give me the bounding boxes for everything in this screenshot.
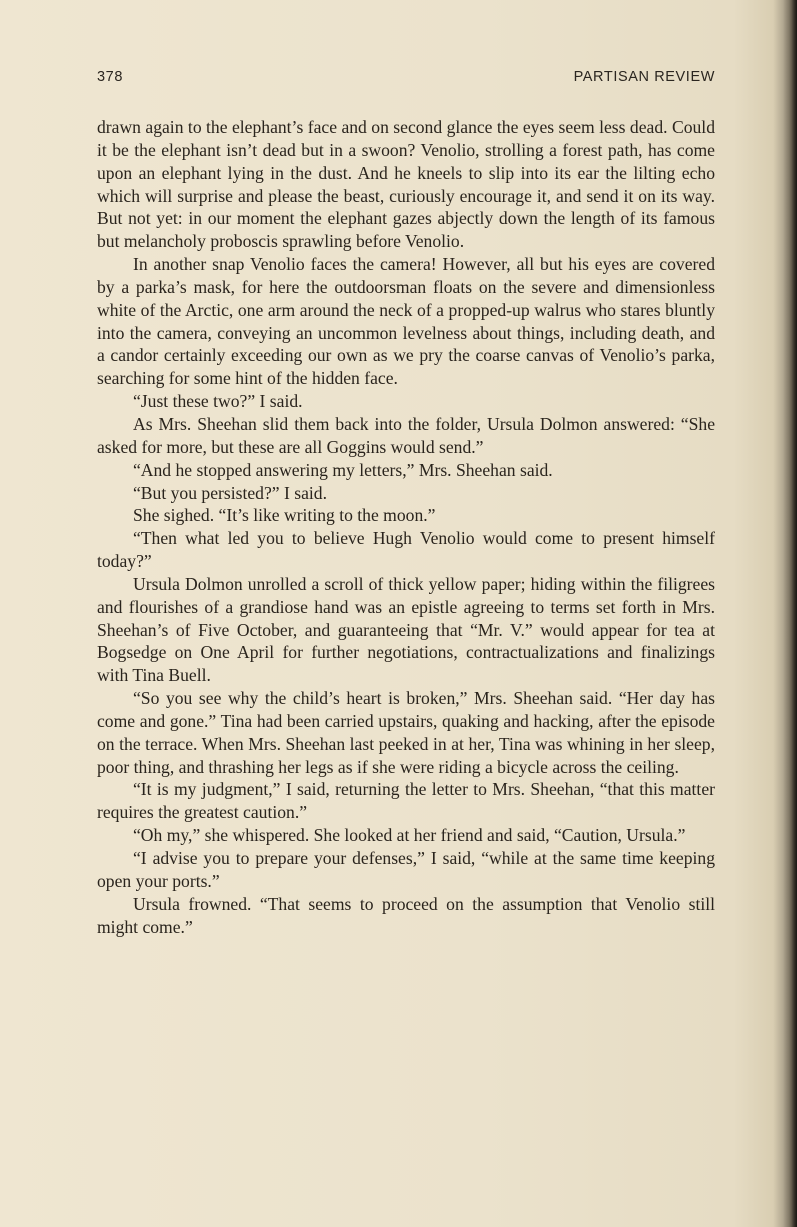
paragraph: “I advise you to prepare your defenses,” I said, “while at the same time keeping open your ports.” [97, 848, 715, 891]
paragraph: “Oh my,” she whispered. She looked at her friend and said, “Caution, Ursula.” [133, 825, 686, 846]
paragraph: “And he stopped answering my letters,” Mrs. Sheehan said. [133, 459, 553, 480]
paragraph: Ursula Dolmon unrolled a scroll of thick yellow paper; hiding within the filigrees and flourishes of a grandiose hand was an epistle agreeing to terms set forth in Mrs. Sheehan’s of Five October, and guaranteeing that “Mr. V.” would appear for tea at Bogsedge on One April for further negotiations, contractualizations and finalizings with Tina Buell. [97, 573, 715, 686]
page-number: 378 [97, 69, 123, 85]
paragraph: As Mrs. Sheehan slid them back into the folder, Ursula Dolmon answered: “She asked for more, but these are all Goggins would send.” [97, 413, 715, 457]
running-head: PARTISAN REVIEW [573, 69, 715, 85]
paragraph: “Just these two?” I said. [133, 391, 303, 412]
page-header [97, 69, 715, 91]
paragraph: “So you see why the child’s heart is broken,” Mrs. Sheehan said. “Her day has come and gone.” Tina had been carried upstairs, quaking and hacking, after the episode on the terrace. When Mrs. Sheehan last peeked in at her, Tina was whining in her sleep, poor thing, and thrashing her legs as if she were riding a bicycle across the ceiling. [97, 688, 715, 777]
paragraph: “It is my judgment,” I said, returning the letter to Mrs. Sheehan, “that this matter requires the greatest caution.” [97, 779, 715, 823]
paragraph: drawn again to the elephant’s face and on second glance the eyes seem less dead. Could it be the elephant isn’t dead but in a swoon? Venolio, strolling a forest path, has come upon an elephant lying in the dust. And he kneels to slip into its ear the lilting echo which will surprise and please the beast, curiously encourage it, and send it on its way. But not yet: in our moment the elephant gazes abjectly down the length of its famous but melancholy proboscis sprawling before Venolio. [97, 117, 715, 252]
body-text [97, 116, 715, 938]
paragraph: “Then what led you to believe Hugh Venolio would come to present himself today?” [97, 528, 715, 572]
paragraph: In another snap Venolio faces the camera! However, all but his eyes are covered by a parka’s mask, for here the outdoorsman floats on the severe and dimensionless white of the Arctic, one arm around the neck of a propped-up walrus who stares bluntly into the camera, conveying an uncommon levelness about things, including death, and a candor certainly exceeding our own as we pry the coarse canvas of Venolio’s parka, searching for some hint of the hidden face. [97, 254, 715, 389]
paragraph: “But you persisted?” I said. [133, 482, 327, 503]
paragraph: She sighed. “It’s like writing to the moon.” [133, 505, 436, 526]
paragraph: Ursula frowned. “That seems to proceed on the assumption that Venolio still might come.” [97, 893, 715, 937]
page-edge-shadow [783, 0, 797, 1227]
